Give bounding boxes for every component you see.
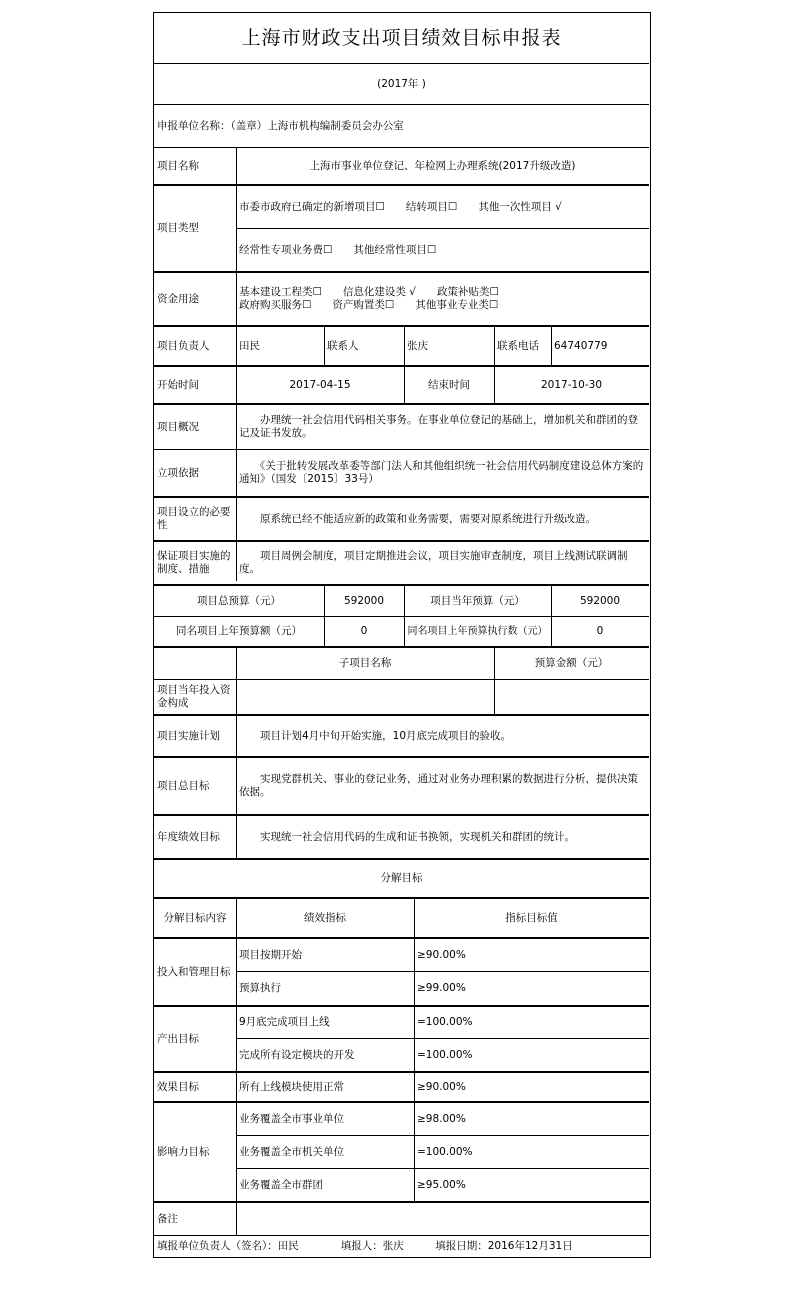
indicator-cell: 项目按期开始: [239, 948, 302, 961]
leader-label: 项目负责人: [157, 339, 210, 352]
start-label: 开始时间: [157, 378, 199, 391]
last-budget-label: 同名项目上年预算额（元）: [176, 625, 302, 637]
sub-project-header: 子项目名称: [338, 657, 392, 669]
target-cell: =100.00%: [417, 1145, 473, 1158]
contact-value: 张庆: [407, 339, 428, 352]
goal-label: 项目总目标: [157, 779, 210, 792]
amount-header: 预算金额（元）: [534, 657, 609, 669]
contact-label: 联系人: [327, 339, 359, 352]
last-budget-value: 0: [360, 625, 368, 637]
necessity-value: 原系统已经不能适应新的政策和业务需要，需要对原系统进行升级改造。: [239, 512, 596, 525]
project-type-label: 项目类型: [157, 222, 199, 234]
fund-use-options: [236, 273, 649, 325]
last-exec-value: 0: [596, 625, 604, 637]
breakdown-col-content: 分解目标内容: [163, 911, 227, 924]
indicator-cell: 业务覆盖全市事业单位: [239, 1112, 344, 1125]
target-cell: ≥98.00%: [417, 1112, 466, 1125]
group-label-output: 产出目标: [157, 1032, 199, 1045]
annual-goal-label: 年度绩效目标: [157, 830, 220, 843]
performance-form: [153, 12, 651, 1258]
plan-label: 项目实施计划: [157, 729, 220, 742]
applicant-unit: 申报单位名称：（盖章）上海市机构编制委员会办公室: [157, 119, 404, 132]
remark-label: 备注: [157, 1212, 178, 1225]
start-value: 2017-04-15: [289, 378, 351, 391]
phone-value: 64740779: [554, 339, 608, 352]
breakdown-col-indicator: 绩效指标: [304, 911, 346, 924]
form-year: (2017年 ): [377, 77, 426, 90]
end-value: 2017-10-30: [540, 378, 603, 391]
goal-value: 实现党群机关、事业的登记业务，通过对业务办理积累的数据进行分析，提供决策依据。: [239, 773, 638, 798]
overview-label: 项目概况: [157, 420, 199, 433]
breakdown-col-target: 指标目标值: [505, 911, 558, 924]
last-exec-label: 同名项目上年预算执行数（元）: [407, 625, 548, 637]
composition-label: 项目当年投入资金构成: [157, 684, 231, 709]
basis-value: 《关于批转发展改革委等部门法人和其他组织统一社会信用代码制度建设总体方案的通知》（国发〔2015〕33号）: [239, 460, 644, 485]
total-budget-label: 项目总预算（元）: [197, 594, 281, 607]
total-budget-value: 592000: [343, 594, 385, 607]
leader-value: 田民: [239, 339, 260, 352]
project-type-line1: 市委市政府已确定的新增项目☐ 结转项目☐ 其他一次性项目 √: [239, 200, 562, 213]
necessity-label: 项目设立的必要性: [157, 506, 231, 531]
project-name-label: 项目名称: [157, 159, 199, 172]
guarantee-label: 保证项目实施的制度、措施: [157, 550, 231, 575]
target-cell: ≥95.00%: [417, 1178, 466, 1191]
target-cell: ≥99.00%: [417, 982, 466, 994]
end-label: 结束时间: [428, 378, 470, 391]
year-budget-label: 项目当年预算（元）: [430, 594, 525, 607]
indicator-cell: 预算执行: [239, 982, 281, 994]
signature-footer: 填报单位负责人（签名）：田民 填报人：张庆 填报日期：2016年12月31日: [157, 1239, 573, 1252]
indicator-cell: 业务覆盖全市群团: [239, 1178, 323, 1191]
annual-goal-value: 实现统一社会信用代码的生成和证书换领，实现机关和群团的统计。: [239, 830, 575, 843]
fund-use-line2: 政府购买服务☐ 资产购置类☐ 其他事业专业类☐: [239, 299, 499, 311]
indicator-cell: 9月底完成项目上线: [239, 1016, 330, 1028]
target-cell: =100.00%: [417, 1016, 473, 1028]
target-cell: ≥90.00%: [417, 948, 466, 961]
target-cell: =100.00%: [417, 1048, 473, 1061]
remark-value: [236, 1203, 649, 1235]
phone-label: 联系电话: [497, 339, 539, 352]
indicator-cell: 业务覆盖全市机关单位: [239, 1145, 344, 1158]
guarantee-value: 项目周例会制度，项目定期推进会议，项目实施审查制度，项目上线测试联调制度。: [239, 550, 628, 575]
fund-use-label: 资金用途: [157, 292, 199, 305]
group-label-influence: 影响力目标: [157, 1145, 210, 1158]
breakdown-header: 分解目标: [380, 872, 423, 884]
fund-use-line1: 基本建设工程类☐ 信息化建设类 √ 政策补贴类☐: [239, 286, 499, 298]
group-label-input: 投入和管理目标: [157, 965, 231, 978]
group-label-effect: 效果目标: [157, 1080, 199, 1093]
indicator-cell: 完成所有设定模块的开发: [239, 1048, 355, 1061]
plan-value: 项目计划4月中旬开始实施，10月底完成项目的验收。: [239, 729, 512, 742]
project-type-line2: 经常性专项业务费☐ 其他经常性项目☐: [239, 243, 437, 256]
year-budget-value: 592000: [579, 594, 621, 607]
target-cell: ≥90.00%: [417, 1080, 466, 1093]
form-title: 上海市财政支出项目绩效目标申报表: [241, 26, 562, 49]
project-name-value: 上海市事业单位登记、年检网上办理系统(2017升级改造): [309, 159, 576, 172]
overview-value: 办理统一社会信用代码相关事务。在事业单位登记的基础上，增加机关和群团的登记及证书发放。: [239, 414, 638, 439]
indicator-cell: 所有上线模块使用正常: [239, 1080, 344, 1093]
basis-label: 立项依据: [157, 466, 199, 479]
